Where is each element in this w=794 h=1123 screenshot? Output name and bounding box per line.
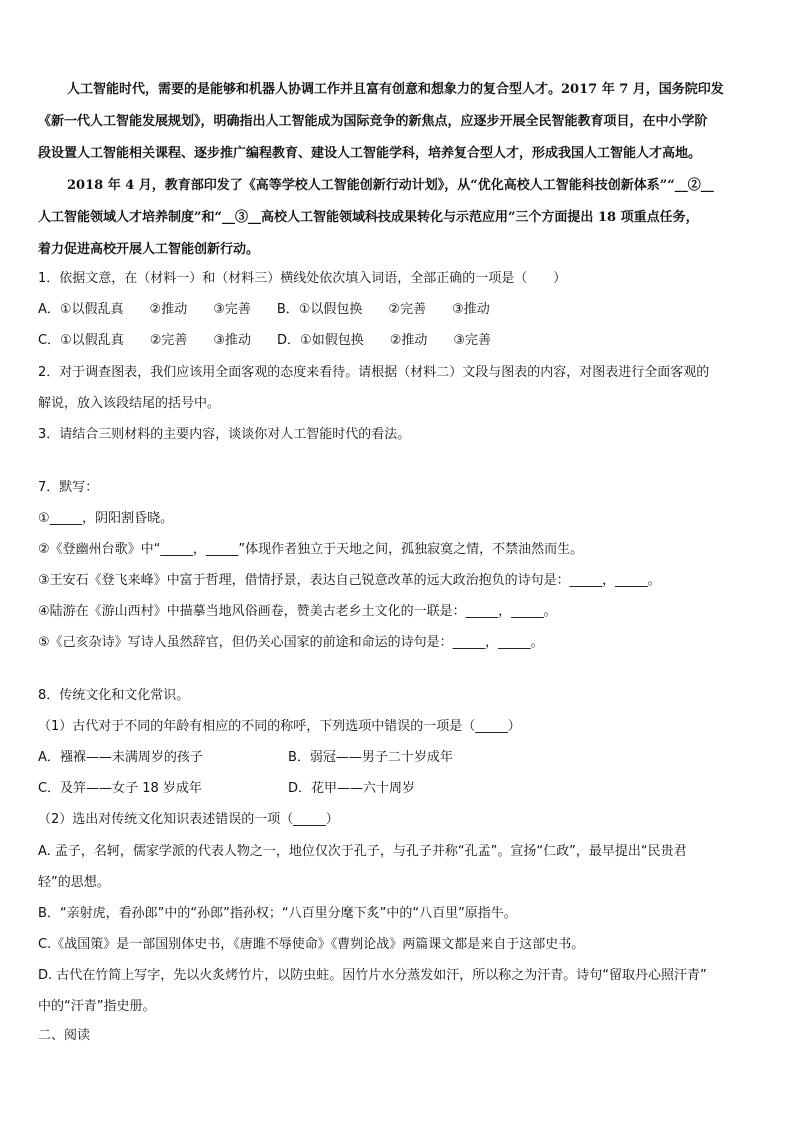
question-2-line: 2．对于调查图表，我们应该用全面客观的态度来看待。请根据（材料二）文段与图表的内容，对图表进行全面客观的: [38, 365, 710, 380]
section-heading: 二、阅读: [38, 1028, 91, 1043]
passage-line: 人工智能领域人才培养制度”和“__③__高校人工智能领域科技成果转化与示范应用”三个方面提出 18 项重点任务，: [38, 210, 699, 225]
question-8-sub2-option-d-cont: 中的“汗青”指史册。: [38, 999, 156, 1014]
question-1: 1．依据文意，在（材料一）和（材料三）横线处依次填入词语，全部正确的一项是（ ）: [38, 271, 567, 286]
option-b: B．弱冠——男子二十岁成年: [288, 750, 453, 765]
passage-line: 着力促进高校开展人工智能创新行动。: [38, 242, 260, 257]
question-8-sub2-option-d: D. 古代在竹简上写字，先以火炙烤竹片，以防虫蛀。因竹片水分蒸发如汗，所以称之为汗青。诗句“留取丹心照汗青”: [38, 968, 707, 983]
question-2-line: 解说，放入该段结尾的括号中。: [38, 396, 221, 411]
question-7-title: 7．默写：: [38, 480, 99, 495]
question-8-title: 8．传统文化和文化常识。: [38, 688, 190, 703]
question-8-sub2: （2）选出对传统文化知识表述错误的一项（_____）: [38, 812, 339, 827]
question-7-item: ②《登幽州台歌》中“_____，_____”体现作者独立于天地之间，孤独寂寞之情，不禁油然而生。: [38, 542, 584, 557]
question-3: 3．请结合三则材料的主要内容，谈谈你对人工智能时代的看法。: [38, 427, 411, 442]
question-8-sub2-option-a-cont: 轻”的思想。: [38, 875, 110, 890]
question-8-sub1-row-cd: [38, 779, 758, 799]
passage-line: 《新一代人工智能发展规划》，明确指出人工智能成为国际竞争的新焦点，应逐步开展全民智能教育项目，在中小学阶: [38, 114, 708, 129]
question-8-sub2-option-a: A. 孟子，名轲，儒家学派的代表人物之一，地位仅次于孔子，与孔子并称“孔孟”。宣扬“仁政”，最早提出“民贵君: [38, 844, 687, 859]
question-8-sub2-option-c: C.《战国策》是一部国别体史书，《唐雎不辱使命》《曹刿论战》两篇课文都是来自于这部史书。: [38, 937, 585, 952]
question-1-options-cd: C．①以假乱真 ②完善 ③推动 D．①如假包换 ②推动 ③完善: [38, 333, 492, 348]
question-8-sub1: （1）古代对于不同的年龄有相应的不同的称呼，下列选项中错误的一项是（_____）: [38, 719, 521, 734]
question-8-sub1-row-ab: [38, 748, 758, 768]
passage-line: 人工智能时代，需要的是能够和机器人协调工作并且富有创意和想象力的复合型人才。2017 年 7 月，国务院印发: [67, 82, 724, 97]
passage-line: 2018 年 4 月，教育部印发了《高等学校人工智能创新行动计划》，从“优化高校人工智能科技创新体系”“__②__: [67, 178, 714, 193]
question-7-item: ①_____，阴阳割昏晓。: [38, 511, 174, 526]
option-d: D．花甲——六十周岁: [288, 781, 416, 796]
question-8-sub2-option-b: B．“亲射虎，看孙郎”中的“孙郎”指孙权；“八百里分麾下炙”中的“八百里”原指牛。: [38, 906, 517, 921]
question-7-item: ⑤《己亥杂诗》写诗人虽然辞官，但仍关心国家的前途和命运的诗句是：_____，_____。: [38, 635, 544, 650]
question-7-item: ④陆游在《游山西村》中描摹当地风俗画卷，赞美古老乡土文化的一联是：_____，_____。: [38, 604, 557, 619]
option-a: A．襁褓——未满周岁的孩子: [38, 750, 203, 765]
passage-line: 段设置人工智能相关课程、逐步推广编程教育、建设人工智能学科，培养复合型人才，形成我国人工智能人才高地。: [38, 146, 702, 161]
question-7-item: ③王安石《登飞来峰》中富于哲理，借情抒景，表达自己锐意改革的远大政治抱负的诗句是：_____，_____。: [38, 573, 661, 588]
question-1-options-ab: A．①以假乱真 ②推动 ③完善 B．①以假包换 ②完善 ③推动: [38, 302, 490, 317]
option-c: C．及笄——女子 18 岁成年: [38, 781, 202, 796]
